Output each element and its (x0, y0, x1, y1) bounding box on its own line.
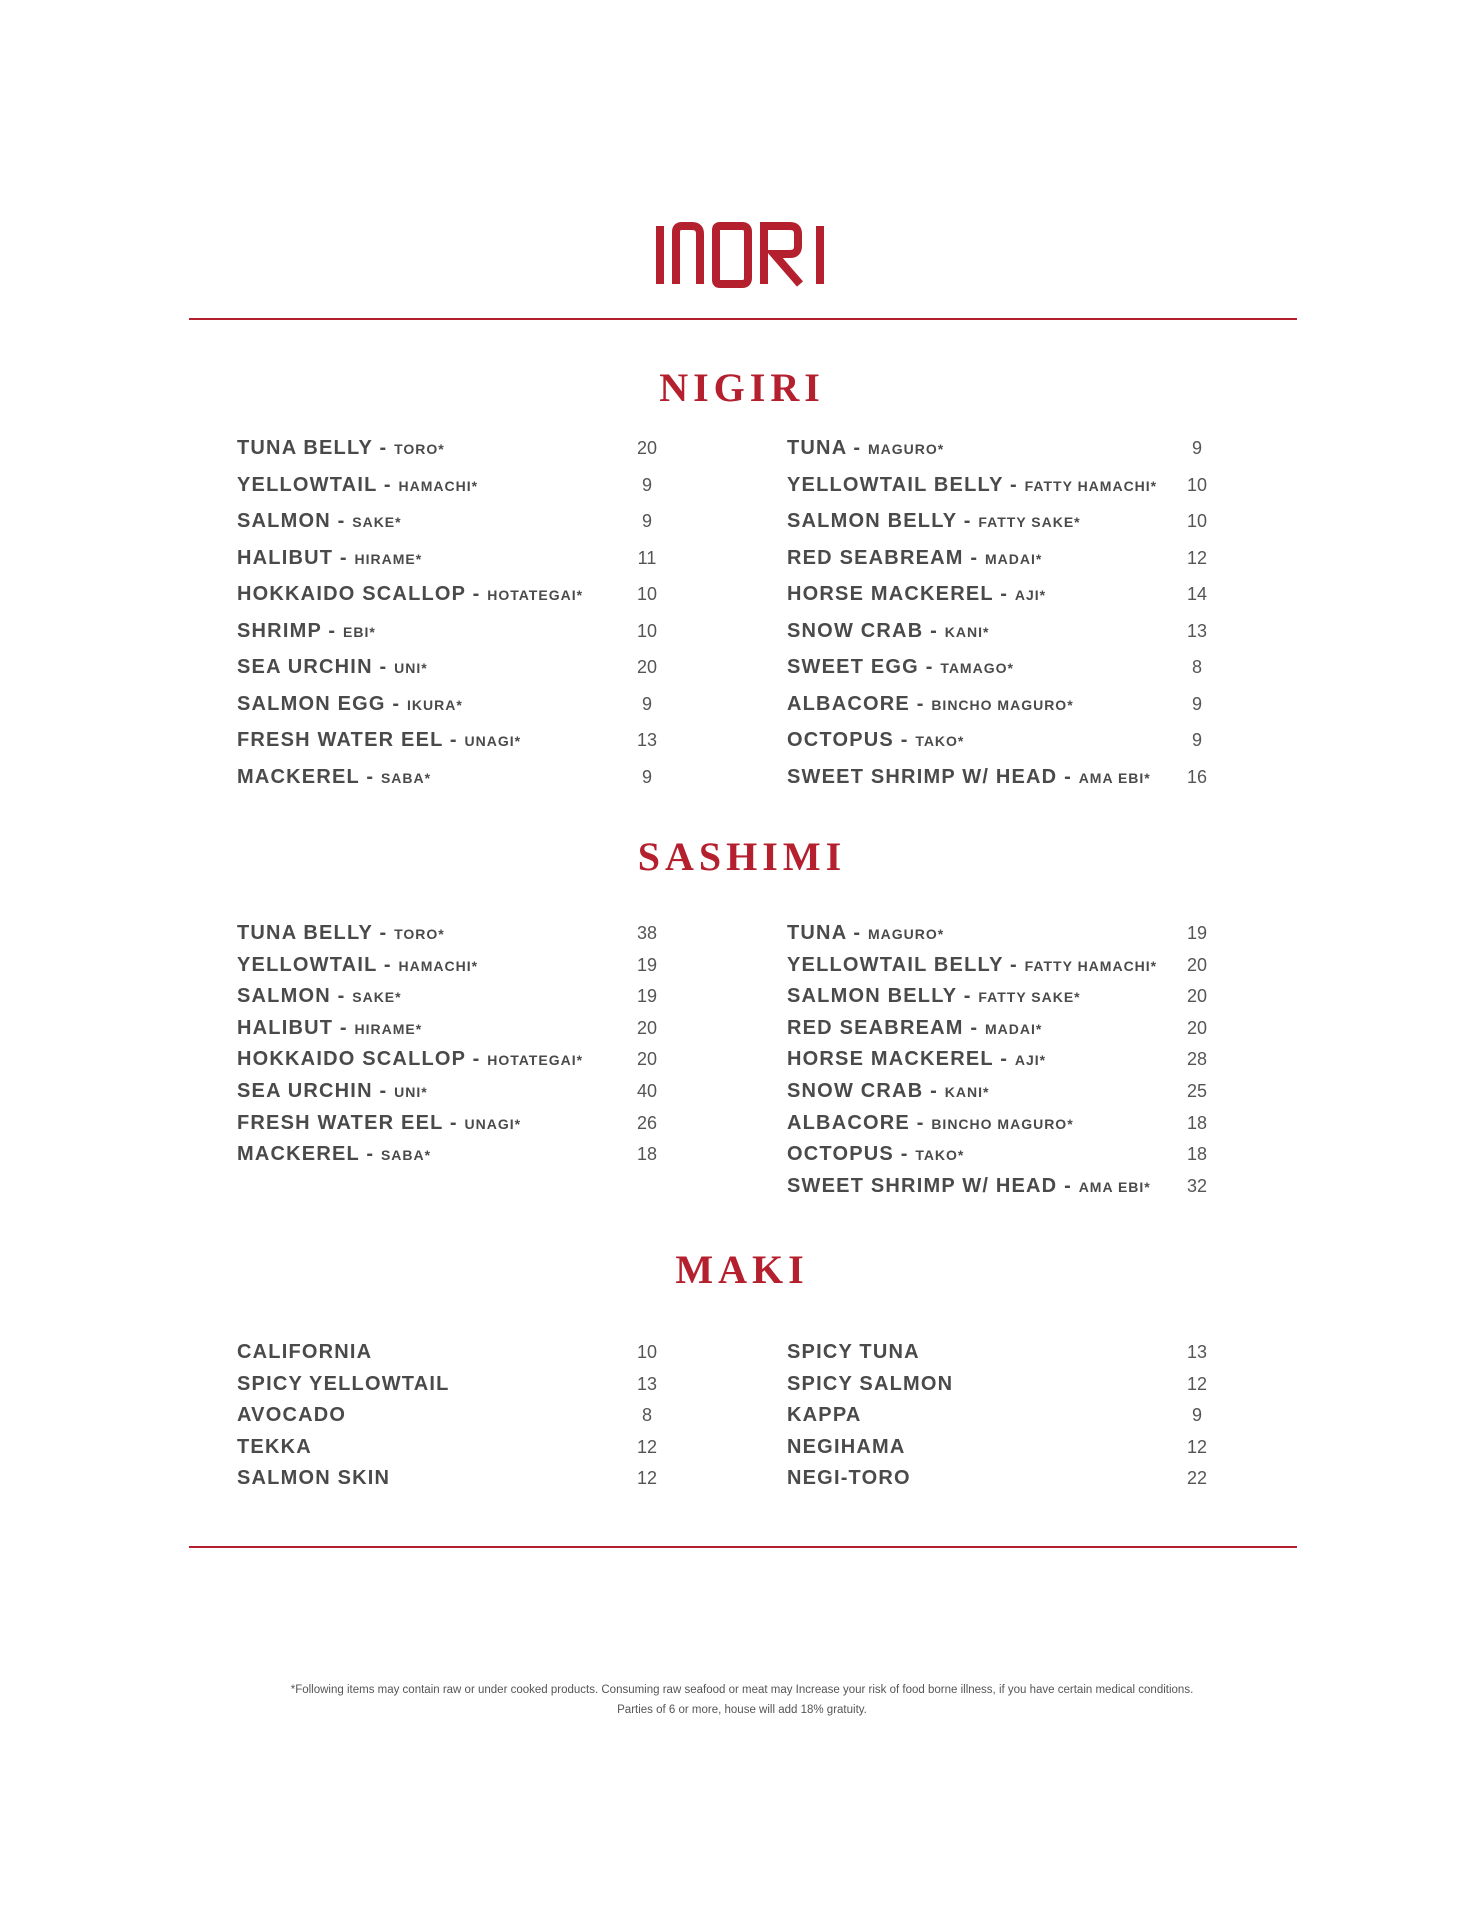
menu-item-title: SHRIMP (237, 619, 322, 642)
menu-item-japanese-name: IKURA* (407, 696, 463, 713)
menu-item (237, 1111, 687, 1135)
menu-item (237, 984, 687, 1008)
menu-item-name (787, 1079, 989, 1104)
bottom-divider (189, 1546, 1297, 1548)
menu-item-price: 20 (1186, 986, 1208, 1007)
menu-item-japanese-name: EBI* (343, 623, 376, 640)
separator: - (993, 1048, 1015, 1071)
separator: - (333, 1016, 355, 1039)
menu-item (787, 1403, 1237, 1427)
menu-item-price: 38 (636, 923, 658, 943)
separator: - (993, 583, 1015, 605)
separator: - (372, 437, 395, 459)
menu-item (787, 984, 1237, 1008)
menu-item-name (787, 692, 1074, 717)
separator: - (385, 692, 408, 715)
menu-item (787, 1111, 1237, 1135)
menu-item-japanese-name: HAMACHI* (398, 477, 479, 494)
separator: - (465, 583, 488, 605)
separator: - (963, 546, 986, 569)
menu-item-name (237, 546, 422, 571)
menu-item-title: TEKKA (237, 1435, 312, 1458)
menu-item (237, 1142, 687, 1166)
menu-item-name (787, 1174, 1151, 1199)
menu-item-japanese-name: BINCHO MAGURO* (931, 696, 1074, 713)
separator: - (359, 765, 381, 788)
menu-item-price: 8 (641, 1405, 652, 1425)
menu-item-price: 9 (1191, 438, 1202, 458)
menu-item (237, 582, 687, 606)
menu-item-price: 9 (641, 693, 652, 714)
menu-item-japanese-name: UNAGI* (464, 733, 522, 749)
menu-item-title: HOKKAIDO SCALLOP (237, 1048, 466, 1071)
menu-item (237, 1435, 687, 1459)
menu-item (237, 953, 687, 977)
menu-item-price: 20 (1186, 954, 1208, 975)
menu-item-japanese-name: SAKE* (352, 514, 402, 530)
menu-item-price: 26 (636, 1112, 658, 1133)
separator: - (909, 1111, 932, 1134)
menu-item-price: 10 (636, 584, 658, 604)
menu-item-title: HORSE MACKEREL (787, 583, 994, 605)
menu-item-title: RED SEABREAM (787, 546, 964, 569)
menu-item-name (787, 546, 1042, 571)
menu-item-name (237, 765, 431, 790)
menu-item-price: 9 (1191, 1405, 1202, 1425)
separator: - (893, 729, 916, 751)
separator: - (963, 1016, 986, 1039)
menu-item-name (237, 655, 428, 680)
menu-item (237, 1466, 687, 1490)
menu-item-name (237, 728, 521, 753)
menu-item-japanese-name: FATTY HAMACHI* (1024, 957, 1158, 974)
menu-item-name (787, 1111, 1074, 1136)
menu-item-japanese-name: AJI* (1014, 587, 1047, 603)
menu-item (787, 1340, 1237, 1364)
menu-item-price: 20 (636, 1049, 658, 1070)
menu-item-title: SWEET SHRIMP W/ HEAD (787, 1174, 1058, 1197)
menu-item-name (237, 1142, 431, 1167)
menu-item (787, 1174, 1237, 1198)
menu-item (787, 473, 1237, 497)
menu-item-price: 10 (1186, 511, 1208, 531)
menu-item-japanese-name: HOTATEGAI* (487, 587, 584, 603)
menu-item (237, 1079, 687, 1103)
menu-item-title: FRESH WATER EEL (237, 1111, 444, 1134)
section-title-maki: MAKI (675, 1247, 809, 1292)
menu-item-title: YELLOWTAIL (237, 473, 378, 496)
menu-item-japanese-name: KANI* (944, 1084, 990, 1100)
menu-item-price: 10 (636, 1342, 658, 1362)
menu-item-title: SALMON EGG (237, 692, 386, 715)
menu-item-name (237, 692, 463, 717)
menu-item-name (237, 1016, 422, 1041)
menu-item-price: 12 (1186, 1373, 1208, 1394)
top-divider (189, 318, 1297, 320)
menu-item (787, 1079, 1237, 1103)
menu-item (237, 1372, 687, 1396)
separator: - (956, 510, 979, 532)
menu-item-japanese-name: BINCHO MAGURO* (931, 1115, 1074, 1132)
separator: - (923, 1080, 945, 1102)
menu-item-title: SNOW CRAB (787, 1080, 924, 1102)
menu-item-title: NEGIHAMA (787, 1435, 906, 1458)
menu-item-title: RED SEABREAM (787, 1016, 964, 1039)
menu-item-name (237, 582, 583, 607)
menu-item-name (787, 1047, 1046, 1072)
menu-item (237, 1403, 687, 1427)
separator: - (1057, 1174, 1079, 1197)
menu-item (237, 692, 687, 716)
menu-item-name (237, 1340, 372, 1364)
menu-item-price: 9 (641, 474, 652, 495)
menu-item-price: 10 (636, 620, 658, 641)
separator: - (1003, 473, 1025, 496)
menu-item-price: 20 (636, 1017, 658, 1038)
menu-item-japanese-name: TORO* (394, 441, 445, 457)
menu-item-price: 19 (636, 986, 658, 1007)
menu-item-name (237, 1047, 583, 1072)
menu-item-price: 16 (1186, 766, 1208, 787)
separator: - (330, 510, 353, 532)
menu-item-title: SNOW CRAB (787, 619, 924, 642)
menu-item-name (237, 1079, 428, 1104)
menu-item (237, 436, 687, 460)
menu-item-name (787, 1142, 964, 1167)
menu-item (787, 1435, 1237, 1459)
menu-item-title: TUNA (787, 437, 847, 459)
menu-item-name (787, 921, 944, 946)
menu-item-japanese-name: AJI* (1014, 1052, 1047, 1069)
menu-item-price: 32 (1186, 1175, 1208, 1196)
menu-item (787, 1142, 1237, 1166)
menu-item-name (787, 953, 1157, 978)
menu-item-japanese-name: TAKO* (915, 733, 965, 749)
separator: - (377, 953, 399, 976)
menu-item-japanese-name: FATTY SAKE* (978, 989, 1081, 1006)
menu-item-price: 25 (1186, 1081, 1208, 1101)
menu-item-title: YELLOWTAIL BELLY (787, 473, 1004, 496)
menu-item-japanese-name: SABA* (380, 769, 432, 786)
menu-item-japanese-name: MAGURO* (867, 926, 945, 942)
menu-item-name (787, 984, 1081, 1009)
menu-item-name (787, 1435, 906, 1459)
menu-item-name (787, 1466, 911, 1490)
menu-item (237, 1016, 687, 1040)
menu-item-japanese-name: MADAI* (985, 550, 1043, 567)
menu-item-japanese-name: TAKO* (915, 1147, 965, 1164)
menu-item (787, 1047, 1237, 1071)
menu-item (787, 1372, 1237, 1396)
menu-item-price: 9 (1191, 693, 1202, 714)
menu-item-name (787, 1403, 862, 1427)
menu-item-title: SPICY YELLOWTAIL (237, 1372, 450, 1395)
menu-item (237, 1340, 687, 1364)
menu-item (237, 619, 687, 643)
menu-item-japanese-name: HIRAME* (354, 1020, 423, 1037)
menu-item (237, 655, 687, 679)
menu-item (787, 953, 1237, 977)
section-title-nigiri: NIGIRI (659, 365, 825, 410)
menu-item-title: SALMON BELLY (787, 510, 957, 532)
menu-item-title: FRESH WATER EEL (237, 729, 444, 751)
menu-item-japanese-name: FATTY SAKE* (978, 514, 1081, 530)
menu-item-title: TUNA BELLY (237, 922, 373, 944)
menu-item-title: SALMON (237, 985, 331, 1008)
menu-item-japanese-name: HAMACHI* (398, 957, 479, 974)
separator: - (372, 656, 395, 678)
separator: - (377, 473, 399, 496)
menu-item-price: 28 (1186, 1049, 1208, 1070)
menu-item-name (787, 509, 1081, 534)
menu-item (787, 1016, 1237, 1040)
menu-item (787, 509, 1237, 533)
menu-item-title: SEA URCHIN (237, 656, 373, 678)
menu-item-japanese-name: FATTY HAMACHI* (1024, 477, 1158, 494)
separator: - (330, 985, 353, 1008)
menu-item-japanese-name: UNAGI* (464, 1115, 522, 1132)
menu-item-name (237, 509, 402, 534)
menu-item-title: SWEET EGG (787, 656, 919, 678)
footnote-disclaimer: *Following items may contain raw or under cooked products. Consuming raw seafood or meat may Increase your risk of food borne illness, if you have certain medical conditions. (290, 1684, 1194, 1696)
separator: - (372, 1080, 395, 1102)
menu-item-price: 18 (636, 1144, 658, 1165)
menu-item-name (237, 436, 445, 461)
menu-item-price: 9 (1191, 730, 1202, 750)
menu-item-title: ALBACORE (787, 692, 910, 715)
menu-item-japanese-name: UNI* (394, 660, 428, 676)
menu-item-name (237, 473, 478, 498)
menu-item-name (237, 1466, 390, 1490)
menu-item-name (237, 1403, 346, 1427)
menu-item (787, 765, 1237, 789)
menu-item-name (237, 921, 445, 946)
menu-item-price: 18 (1186, 1144, 1208, 1165)
menu-item-price: 19 (1186, 923, 1208, 943)
menu-item-name (237, 619, 376, 644)
separator: - (333, 546, 355, 569)
menu-item-title: SPICY SALMON (787, 1372, 954, 1395)
menu-item-price: 18 (1186, 1112, 1208, 1133)
menu-item-price: 12 (636, 1468, 658, 1488)
separator: - (846, 922, 868, 944)
menu-item-name (787, 582, 1046, 607)
menu-item-title: HALIBUT (237, 546, 334, 569)
menu-item-price: 40 (636, 1081, 658, 1101)
menu-item-title: MACKEREL (237, 765, 360, 788)
menu-item-title: MACKEREL (237, 1143, 360, 1166)
menu-item (787, 436, 1237, 460)
menu-item-title: TUNA BELLY (237, 437, 373, 459)
footnote (0, 1680, 1484, 1720)
menu-item-price: 9 (641, 511, 652, 531)
menu-item-title: SALMON BELLY (787, 985, 957, 1008)
menu-item-japanese-name: HOTATEGAI* (487, 1052, 584, 1069)
menu-item-name (237, 1372, 450, 1396)
menu-item-price: 13 (1186, 1342, 1208, 1362)
menu-item-price: 8 (1191, 657, 1202, 677)
menu-item-title: CALIFORNIA (237, 1341, 373, 1363)
menu-item-name (787, 728, 964, 753)
menu-item (237, 921, 687, 945)
menu-item-price: 20 (636, 438, 658, 458)
menu-item-price: 20 (636, 657, 658, 677)
menu-item (237, 1047, 687, 1071)
menu-item-name (787, 1016, 1042, 1041)
menu-item-title: OCTOPUS (787, 1143, 894, 1166)
menu-item-title: SALMON (237, 510, 331, 532)
menu-item-price: 9 (641, 766, 652, 787)
inori-logo-mark (654, 222, 830, 288)
separator: - (359, 1143, 381, 1166)
menu-item-name (787, 473, 1157, 498)
separator: - (1057, 765, 1079, 788)
menu-item-name (787, 1372, 953, 1396)
separator: - (321, 619, 343, 642)
separator: - (372, 922, 395, 944)
menu-item-price: 13 (1186, 620, 1208, 641)
menu-item-japanese-name: TORO* (394, 926, 445, 942)
menu-item-title: SALMON SKIN (237, 1467, 391, 1489)
separator: - (923, 619, 945, 642)
menu-item (237, 473, 687, 497)
menu-item-price: 13 (636, 730, 658, 750)
menu-item-name (237, 1111, 521, 1136)
menu-item-name (787, 1340, 920, 1364)
menu-item-name (237, 953, 478, 978)
menu-item-price: 19 (636, 954, 658, 975)
menu-item-title: SEA URCHIN (237, 1080, 373, 1102)
menu-item-japanese-name: KANI* (944, 623, 990, 640)
menu-item (787, 1466, 1237, 1490)
menu-item-name (787, 436, 944, 461)
menu-item (787, 655, 1237, 679)
menu-item-title: SPICY TUNA (787, 1341, 920, 1363)
menu-item-price: 12 (1186, 1436, 1208, 1457)
menu-item-title: HALIBUT (237, 1016, 334, 1039)
menu-item-title: HORSE MACKEREL (787, 1048, 994, 1071)
menu-item (787, 582, 1237, 606)
menu-item-price: 20 (1186, 1017, 1208, 1038)
menu-item-japanese-name: SABA* (380, 1147, 432, 1164)
menu-item-title: NEGI-TORO (787, 1467, 911, 1489)
menu-item-price: 13 (636, 1373, 658, 1394)
menu-item (237, 728, 687, 752)
menu-item-japanese-name: TAMAGO* (940, 660, 1014, 676)
menu-item-price: 12 (1186, 547, 1208, 568)
separator: - (918, 656, 941, 678)
separator: - (846, 437, 868, 459)
menu-item (787, 728, 1237, 752)
menu-item-japanese-name: UNI* (394, 1084, 428, 1100)
menu-item-name (237, 984, 402, 1009)
separator: - (956, 985, 979, 1008)
separator: - (443, 1111, 465, 1134)
menu-item-title: HOKKAIDO SCALLOP (237, 583, 466, 605)
separator: - (1003, 953, 1025, 976)
menu-item-title: YELLOWTAIL BELLY (787, 953, 1004, 976)
separator: - (443, 729, 465, 751)
menu-item-japanese-name: SAKE* (352, 989, 402, 1006)
menu-item-price: 11 (637, 547, 657, 568)
menu-item-japanese-name: AMA EBI* (1078, 769, 1151, 786)
menu-item (237, 546, 687, 570)
menu-item-title: SWEET SHRIMP W/ HEAD (787, 765, 1058, 788)
separator: - (465, 1048, 488, 1071)
menu-item-japanese-name: MADAI* (985, 1020, 1043, 1037)
menu-item-name (787, 765, 1151, 790)
footnote-gratuity: Parties of 6 or more, house will add 18% gratuity. (617, 1704, 867, 1716)
separator: - (893, 1143, 916, 1166)
menu-item-price: 10 (1186, 474, 1208, 495)
menu-item-title: ALBACORE (787, 1111, 910, 1134)
menu-item-japanese-name: HIRAME* (354, 550, 423, 567)
menu-item-price: 14 (1186, 584, 1208, 604)
menu-item-title: OCTOPUS (787, 729, 894, 751)
section-title-sashimi: SASHIMI (637, 834, 847, 879)
menu-item (787, 692, 1237, 716)
brand-logo (0, 222, 1484, 293)
menu-item-japanese-name: MAGURO* (867, 441, 945, 457)
menu-item (237, 509, 687, 533)
menu-item-title: TUNA (787, 922, 847, 944)
separator: - (909, 692, 932, 715)
menu-item-japanese-name: AMA EBI* (1078, 1178, 1151, 1195)
menu-item-price: 22 (1186, 1468, 1208, 1488)
menu-item (787, 546, 1237, 570)
menu-item-title: KAPPA (787, 1404, 862, 1426)
menu-item-title: AVOCADO (237, 1404, 347, 1426)
menu-item-name (787, 619, 989, 644)
menu-item-name (787, 655, 1014, 680)
menu-item (787, 921, 1237, 945)
menu-item-title: YELLOWTAIL (237, 953, 378, 976)
menu-item-name (237, 1435, 312, 1459)
menu-item-price: 12 (636, 1436, 658, 1457)
menu-item (237, 765, 687, 789)
menu-item (787, 619, 1237, 643)
